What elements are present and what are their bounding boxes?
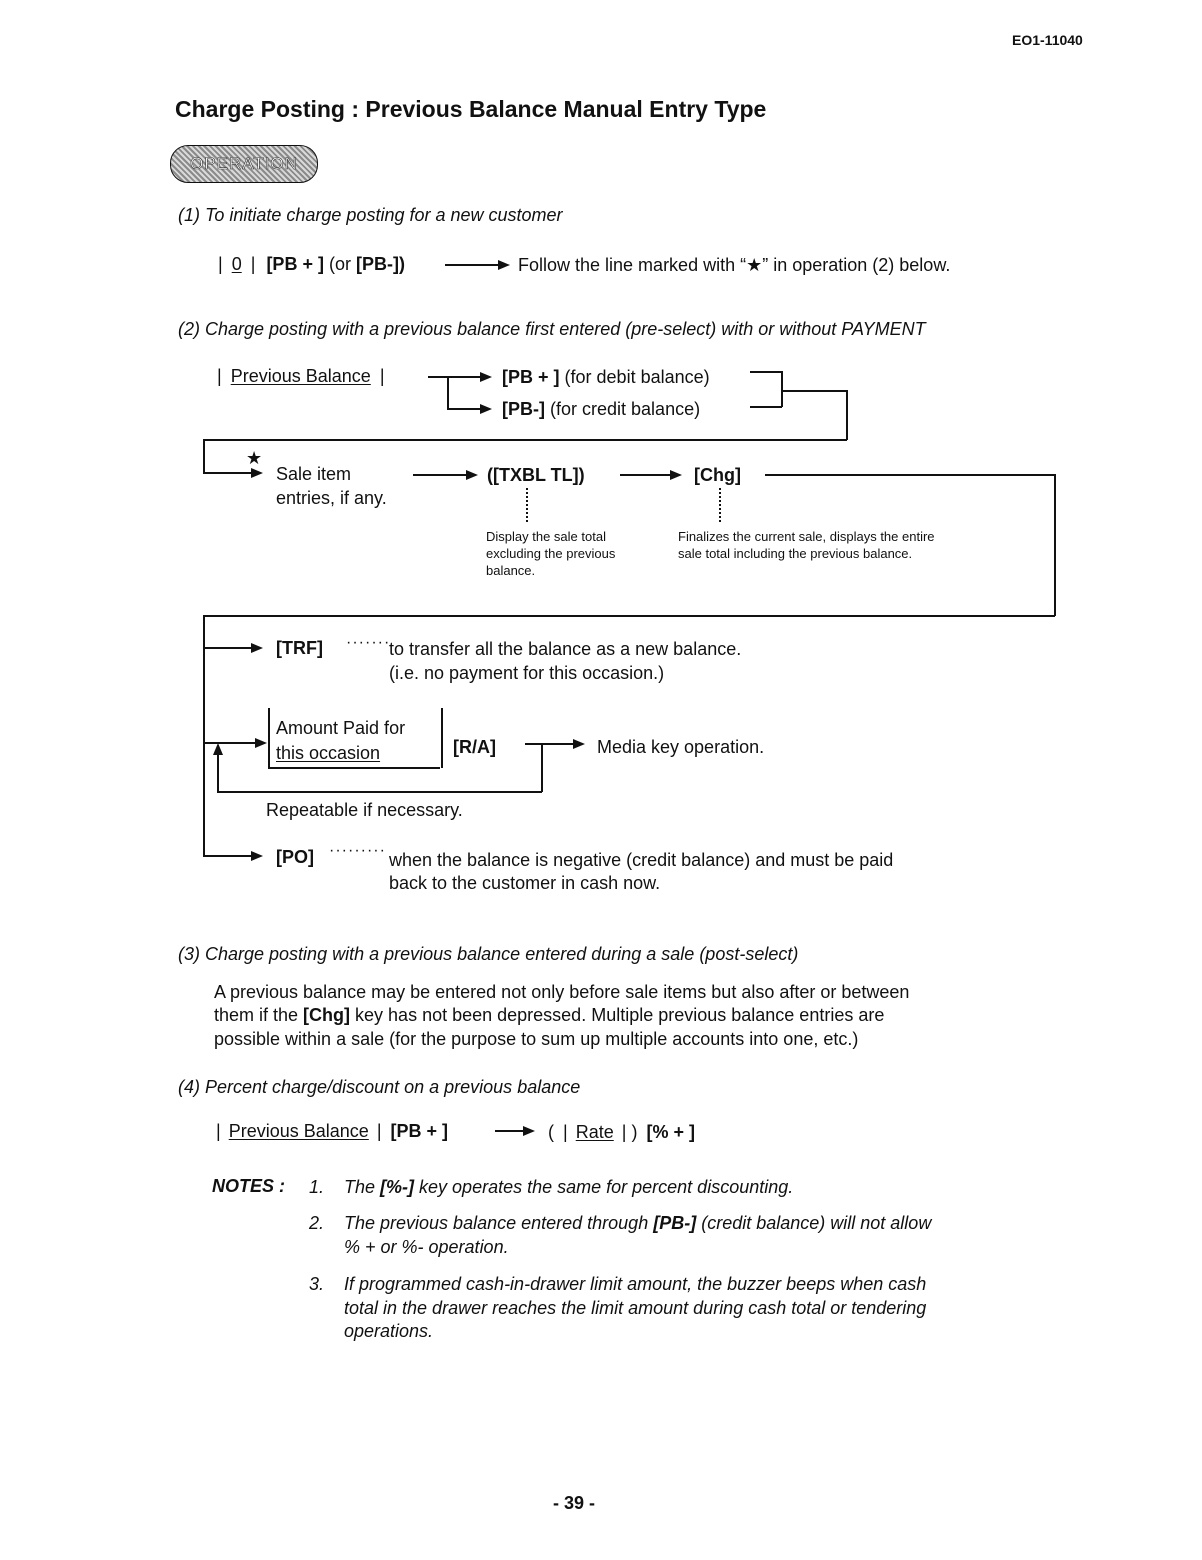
amount-paid-label: Amount Paid for xyxy=(276,718,406,738)
txbl-tl-key: ([TXBL TL]) xyxy=(487,465,585,485)
section-3-text-line1: A previous balance may be entered not only before sale items but also after or between xyxy=(214,982,910,1002)
connector-line xyxy=(781,390,847,392)
connector-line xyxy=(765,474,1055,476)
loop-line xyxy=(217,752,219,792)
connector-line xyxy=(781,371,783,407)
connector-line xyxy=(447,408,482,410)
section-4-key-sequence: | Previous Balance | [PB + ] xyxy=(216,1121,449,1141)
dotted-leader xyxy=(526,488,528,522)
arrow-line xyxy=(525,743,575,745)
chg-key: [Chg] xyxy=(303,1005,351,1025)
note-3-text-end: operations. xyxy=(344,1321,434,1341)
section-3-text-line2: them if the [Chg] key has not been depressed. Multiple previous balance entries are xyxy=(214,1005,885,1025)
page-title: Charge Posting : Previous Balance Manual Entry Type xyxy=(175,96,767,122)
connector-line xyxy=(203,742,263,744)
arrow-head-icon xyxy=(480,404,492,414)
note-2-text-cont: % + or %- operation. xyxy=(344,1237,509,1257)
arrow-head-icon xyxy=(480,372,492,382)
dotted-leader xyxy=(719,488,721,522)
connector-line xyxy=(203,472,253,474)
loop-line xyxy=(541,743,543,792)
connector-line xyxy=(846,390,848,440)
note-3-text-cont: total in the drawer reaches the limit amount during cash total or tendering xyxy=(344,1298,927,1318)
pb-minus-row xyxy=(502,399,700,420)
loop-line xyxy=(217,791,542,793)
page-number: - 39 - xyxy=(553,1493,596,1513)
arrow-line xyxy=(413,474,468,476)
debit-text: (for debit balance) xyxy=(564,367,710,387)
ra-key: [R/A] xyxy=(453,737,496,757)
pb-plus-key: [PB + ] xyxy=(266,254,324,274)
note-3-text: If programmed cash-in-drawer limit amount, the buzzer beeps when cash xyxy=(344,1274,927,1294)
note-number: 3. xyxy=(309,1274,325,1294)
section-3-text-line3: possible within a sale (for the purpose to sum up multiple accounts into one, etc.) xyxy=(214,1029,859,1049)
txbl-note: Display the sale total excluding the previous balance. xyxy=(486,529,616,578)
or-text: (or xyxy=(328,254,351,274)
pb-plus-row xyxy=(502,367,710,388)
arrow-head-icon xyxy=(466,470,478,480)
key-bar: | xyxy=(218,254,223,274)
connector-line xyxy=(447,376,482,378)
operation-badge xyxy=(170,145,318,183)
section-4-heading: (4) Percent charge/discount on a previous balance xyxy=(178,1077,581,1097)
section-3-heading: (3) Charge posting with a previous balance entered during a sale (post-select) xyxy=(178,944,799,964)
trf-description-note: (i.e. no payment for this occasion.) xyxy=(389,663,665,683)
chg-key: [Chg] xyxy=(694,465,741,485)
connector-line xyxy=(203,439,847,441)
entry-underline xyxy=(268,767,440,769)
rate-label: Rate xyxy=(575,1122,614,1142)
arrow-head-icon xyxy=(251,643,263,653)
note-2-text: The previous balance entered through [PB-] (credit balance) will not allow xyxy=(344,1213,932,1233)
badge-label: OPERATION xyxy=(190,154,298,173)
trf-key: [TRF] xyxy=(276,638,323,658)
arrow-head-icon xyxy=(670,470,682,480)
previous-balance-entry: | Previous Balance | xyxy=(217,366,385,386)
arrow-line xyxy=(620,474,672,476)
arrow-head-icon xyxy=(523,1126,535,1136)
leader-dots: ······· xyxy=(346,634,391,651)
po-key: [PO] xyxy=(276,847,314,867)
entry-bar xyxy=(268,708,270,768)
arrow-head-icon xyxy=(573,739,585,749)
pb-minus-key: [PB-]) xyxy=(355,254,405,274)
credit-text: (for credit balance) xyxy=(550,399,701,419)
connector-line xyxy=(750,371,782,373)
note-1-text: The [%-] key operates the same for percent discounting. xyxy=(344,1177,794,1197)
arrow-head-icon xyxy=(498,260,510,270)
note-number: 1. xyxy=(309,1177,325,1197)
connector-line xyxy=(203,439,205,473)
connector-line xyxy=(203,855,253,857)
connector-line xyxy=(203,647,253,649)
connector-line xyxy=(203,615,205,856)
sale-item-label: Sale item xyxy=(276,464,352,484)
follow-text: Follow the line marked with “★” in operation (2) below. xyxy=(518,255,951,275)
leader-dots: ········· xyxy=(329,842,386,859)
rate-sequence: ( | Rate | ) [% + ] xyxy=(548,1122,695,1142)
section-2-heading: (2) Charge posting with a previous balance first entered (pre-select) with or without PAYMENT xyxy=(178,319,926,339)
previous-balance-label: Previous Balance xyxy=(230,366,371,386)
connector-line xyxy=(203,615,1055,617)
percent-plus-key: [% + ] xyxy=(646,1122,695,1142)
arrow-head-icon xyxy=(251,851,263,861)
arrow-head-icon xyxy=(251,468,263,478)
connector-line xyxy=(1054,474,1056,616)
arrow-line xyxy=(495,1130,525,1132)
pb-minus-key: [PB-] xyxy=(502,399,545,419)
trf-description: to transfer all the balance as a new balance. xyxy=(389,639,742,659)
doc-code: EO1-11040 xyxy=(1012,32,1083,48)
connector-line xyxy=(447,376,449,409)
connector-line xyxy=(428,376,448,378)
pb-plus-key: [PB + ] xyxy=(390,1121,449,1141)
note-number: 2. xyxy=(309,1213,325,1233)
po-description: when the balance is negative (credit balance) and must be paid xyxy=(389,850,894,870)
pb-plus-key: [PB + ] xyxy=(502,367,560,387)
key-bar: | xyxy=(250,254,256,274)
section-1-heading: (1) To initiate charge posting for a new customer xyxy=(178,205,563,225)
key-zero: 0 xyxy=(231,254,242,274)
arrow-line xyxy=(445,264,500,266)
this-occasion-label: this occasion xyxy=(276,743,381,763)
po-description-cont: back to the customer in cash now. xyxy=(389,873,661,893)
arrow-up-icon xyxy=(213,743,223,755)
arrow-head-icon xyxy=(255,738,267,748)
star-icon: ★ xyxy=(246,448,263,468)
media-key-text: Media key operation. xyxy=(597,737,765,757)
notes-label: NOTES : xyxy=(212,1176,286,1196)
connector-line xyxy=(750,406,782,408)
chg-note: Finalizes the current sale, displays the entire sale total including the previous balance. xyxy=(678,529,935,561)
repeatable-text: Repeatable if necessary. xyxy=(266,800,463,820)
previous-balance-label: Previous Balance xyxy=(228,1121,369,1141)
section-1-key-sequence xyxy=(218,254,405,275)
entries-label: entries, if any. xyxy=(276,488,387,508)
entry-bar xyxy=(441,708,443,768)
